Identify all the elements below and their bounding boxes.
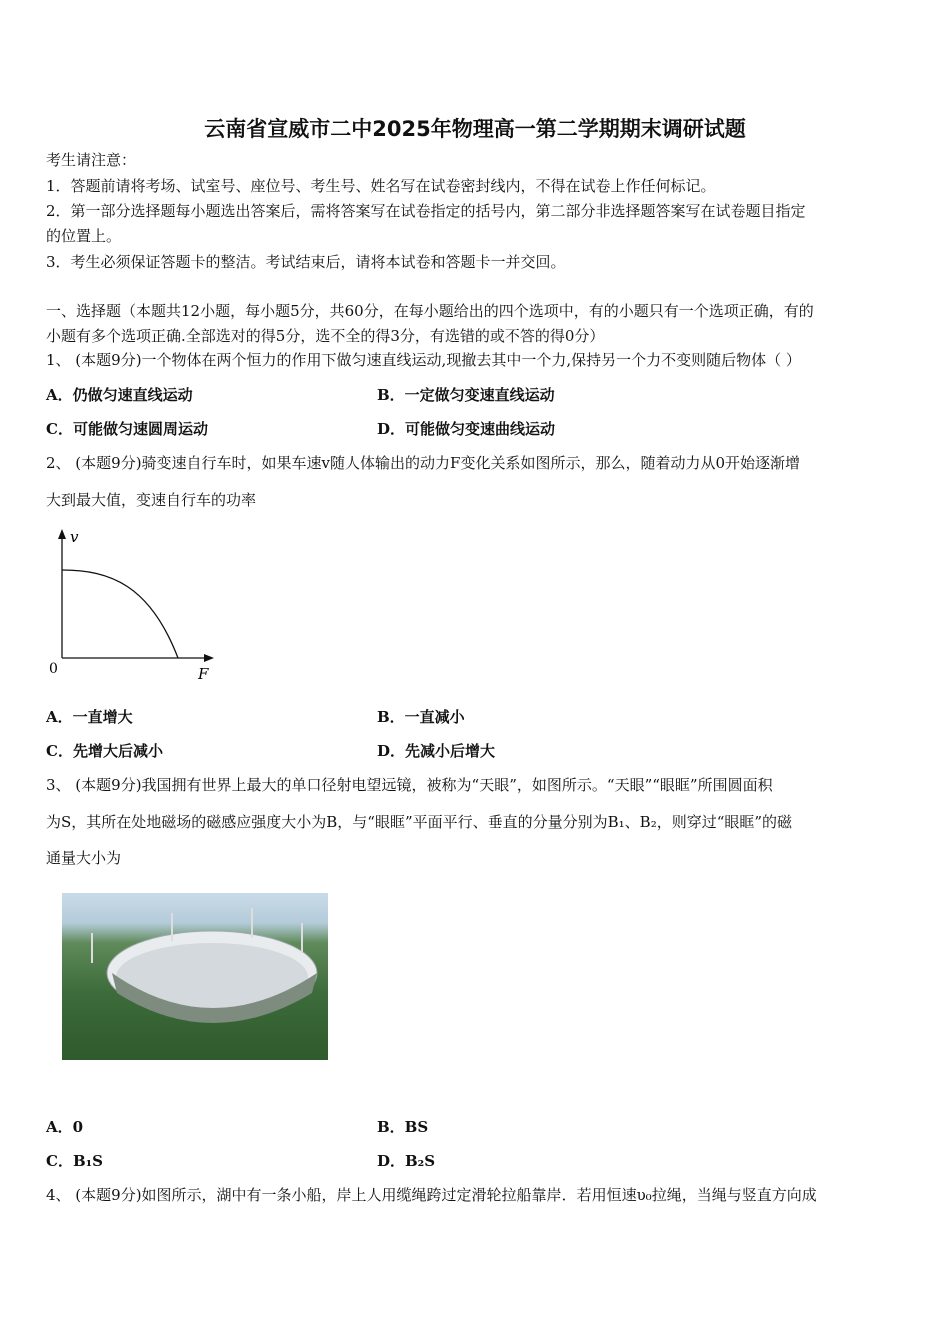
q1-option-a: A．仍做匀速直线运动 — [46, 386, 193, 404]
q2-option-c: C．先增大后减小 — [46, 742, 163, 760]
q2-option-b: B．一直减小 — [377, 708, 465, 726]
y-axis-arrow — [58, 529, 66, 539]
x-axis-label: F — [198, 665, 209, 683]
notice-item: 1．答题前请将考场、试室号、座位号、考生号、姓名写在试卷密封线内，不得在试卷上作任何标记。 — [46, 177, 716, 195]
x-axis-arrow — [204, 654, 214, 662]
q1-option-b: B．一定做匀变速直线运动 — [377, 386, 555, 404]
question-4-stem: 4、 (本题9分)如图所示，湖中有一条小船，岸上人用缆绳跨过定滑轮拉船靠岸．若用恒速υ₀拉绳，当绳与竖直方向成 — [46, 1186, 817, 1204]
section-heading-cont: 小题有多个选项正确.全部选对的得5分，选不全的得3分，有选错的或不答的得0分） — [46, 327, 605, 345]
origin-label: 0 — [49, 661, 58, 677]
v-f-curve — [62, 570, 178, 658]
y-axis-label: v — [70, 528, 79, 546]
question-1-stem: 1、 (本题9分)一个物体在两个恒力的作用下做匀速直线运动,现撤去其中一个力,保持另一个力不变则随后物体（ ） — [46, 351, 801, 369]
q1-option-c: C．可能做匀速圆周运动 — [46, 420, 208, 438]
question-3-stem: 3、 (本题9分)我国拥有世界上最大的单口径射电望远镜，被称为“天眼”，如图所示。“天眼”“眼眶”所围圆面积 — [46, 776, 773, 794]
q3-option-a: A．0 — [46, 1118, 84, 1136]
notice-item: 的位置上。 — [46, 227, 122, 245]
q3-option-b: B．BS — [377, 1118, 429, 1136]
question-2-stem-cont: 大到最大值，变速自行车的功率 — [46, 491, 257, 509]
notice-heading: 考生请注意： — [46, 151, 137, 169]
fast-telescope-photo — [62, 893, 328, 1060]
notice-item: 3．考生必须保证答题卡的整洁。考试结束后，请将本试卷和答题卡一并交回。 — [46, 253, 566, 271]
section-heading: 一、选择题（本题共12小题，每小题5分，共60分，在每小题给出的四个选项中，有的小题只有一个选项正确，有的 — [46, 302, 814, 320]
v-f-graph — [40, 525, 220, 685]
q2-option-a: A．一直增大 — [46, 708, 133, 726]
question-3-stem-cont: 为S，其所在处地磁场的磁感应强度大小为B，与“眼眶”平面平行、垂直的分量分别为B₁、B₂，则穿过“眼眶”的磁 — [46, 813, 793, 831]
q3-option-d: D．B₂S — [377, 1152, 436, 1170]
page-title: 云南省宣威市二中2025年物理高一第二学期期末调研试题 — [204, 117, 746, 141]
q2-option-d: D．先减小后增大 — [377, 742, 496, 760]
q3-option-c: C．B₁S — [46, 1152, 104, 1170]
q1-option-d: D．可能做匀变速曲线运动 — [377, 420, 556, 438]
question-2-stem: 2、 (本题9分)骑变速自行车时，如果车速v随人体输出的动力F变化关系如图所示，那么，随着动力从0开始逐渐增 — [46, 454, 800, 472]
notice-item: 2．第一部分选择题每小题选出答案后，需将答案写在试卷指定的括号内，第二部分非选择题答案写在试卷题目指定 — [46, 202, 806, 220]
question-3-stem-cont: 通量大小为 — [46, 849, 122, 867]
